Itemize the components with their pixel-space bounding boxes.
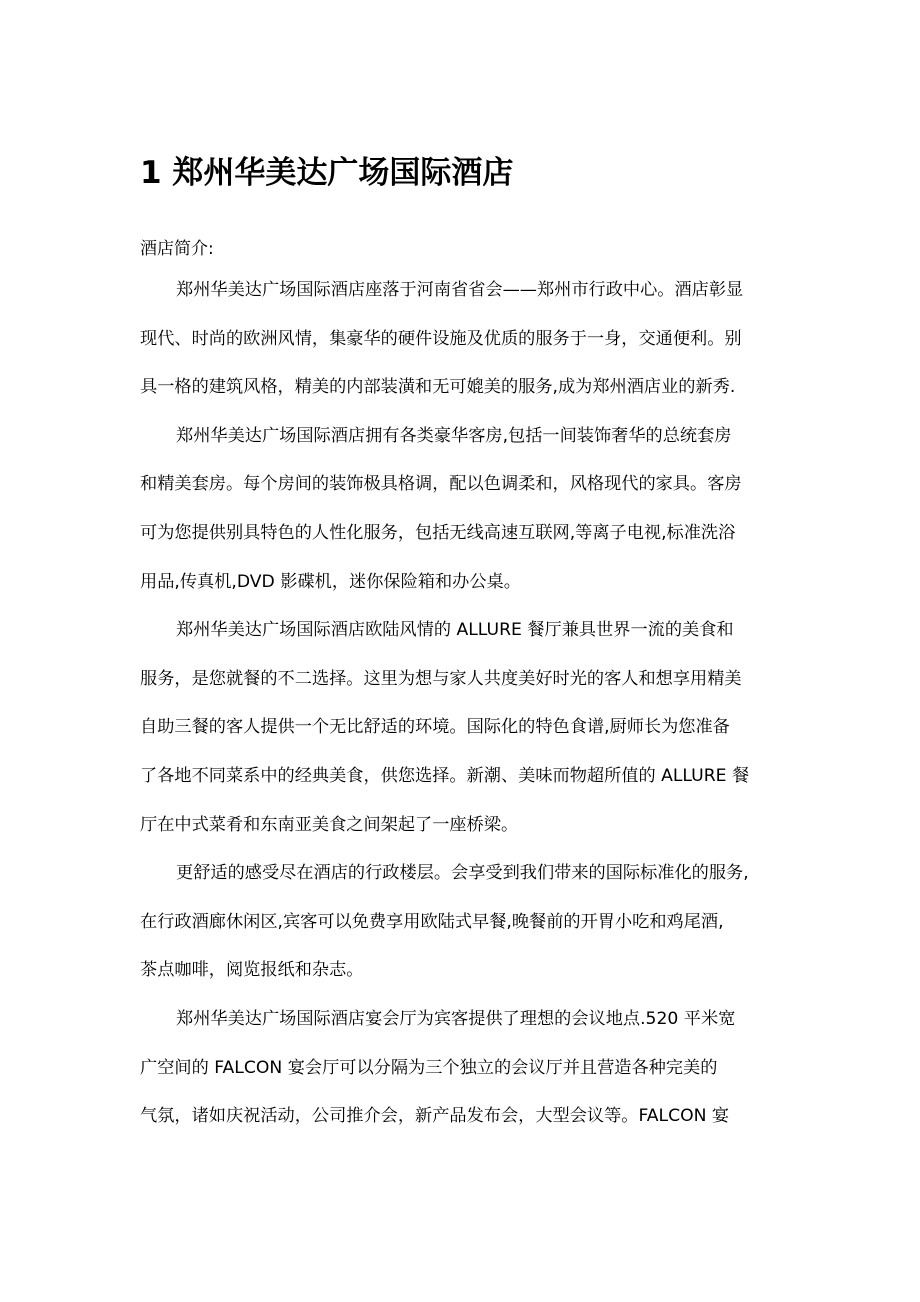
paragraph-line: 广空间的 FALCON 宴会厅可以分隔为三个独立的会议厅并且营造各种完美的 xyxy=(140,1057,718,1078)
paragraph-line: 了各地不同菜系中的经典美食，供您选择。新潮、美味而物超所值的 ALLURE 餐 xyxy=(140,765,750,786)
paragraph-line: 用品,传真机,DVD 影碟机，迷你保险箱和办公桌。 xyxy=(140,571,521,592)
paragraph-line: 现代、时尚的欧洲风情，集豪华的硬件设施及优质的服务于一身，交通便利。别 xyxy=(140,328,742,349)
paragraph-line: 郑州华美达广场国际酒店座落于河南省省会——郑州市行政中心。酒店彰显 xyxy=(176,280,744,300)
paragraph-line: 可为您提供别具特色的人性化服务，包括无线高速互联网,等离子电视,标准洗浴 xyxy=(140,522,736,543)
paragraph-line: 自助三餐的客人提供一个无比舒适的环境。国际化的特色食谱,厨师长为您准备 xyxy=(140,717,730,738)
paragraph-line: 郑州华美达广场国际酒店拥有各类豪华客房,包括一间装饰奢华的总统套房 xyxy=(176,425,732,446)
paragraph-line: 郑州华美达广场国际酒店宴会厅为宾客提供了理想的会议地点.520 平米宽 xyxy=(176,1009,736,1029)
paragraph-rooms xyxy=(140,412,780,606)
paragraph-line: 服务，是您就餐的不二选择。这里为想与家人共度美好时光的客人和想享用精美 xyxy=(140,668,742,689)
paragraph-location xyxy=(140,266,780,412)
section-label: 酒店简介: xyxy=(140,239,214,259)
paragraph-executive-floor xyxy=(140,849,780,995)
paragraph-restaurant xyxy=(140,606,780,849)
paragraph-line: 茶点咖啡，阅览报纸和杂志。 xyxy=(140,960,364,981)
paragraph-line: 和精美套房。每个房间的装饰极具格调，配以色调柔和，风格现代的家具。客房 xyxy=(140,474,742,495)
paragraph-line: 气氛，诸如庆祝活动，公司推介会，新产品发布会，大型会议等。FALCON 宴 xyxy=(140,1106,730,1127)
paragraph-line: 在行政酒廊休闲区,宾客可以免费享用欧陆式早餐,晚餐前的开胃小吃和鸡尾酒, xyxy=(140,911,724,932)
paragraph-line: 更舒适的感受尽在酒店的行政楼层。会享受到我们带来的国际标准化的服务, xyxy=(176,863,749,884)
paragraph-banquet xyxy=(140,995,780,1141)
paragraph-line: 郑州华美达广场国际酒店欧陆风情的 ALLURE 餐厅兼具世界一流的美食和 xyxy=(176,620,734,641)
paragraph-line: 厅在中式菜肴和东南亚美食之间架起了一座桥梁。 xyxy=(140,814,519,835)
document-title: 1 郑州华美达广场国际酒店 xyxy=(140,155,514,191)
paragraph-line: 具一格的建筑风格，精美的内部装潢和无可媲美的服务,成为郑州酒店业的新秀. xyxy=(140,377,736,398)
